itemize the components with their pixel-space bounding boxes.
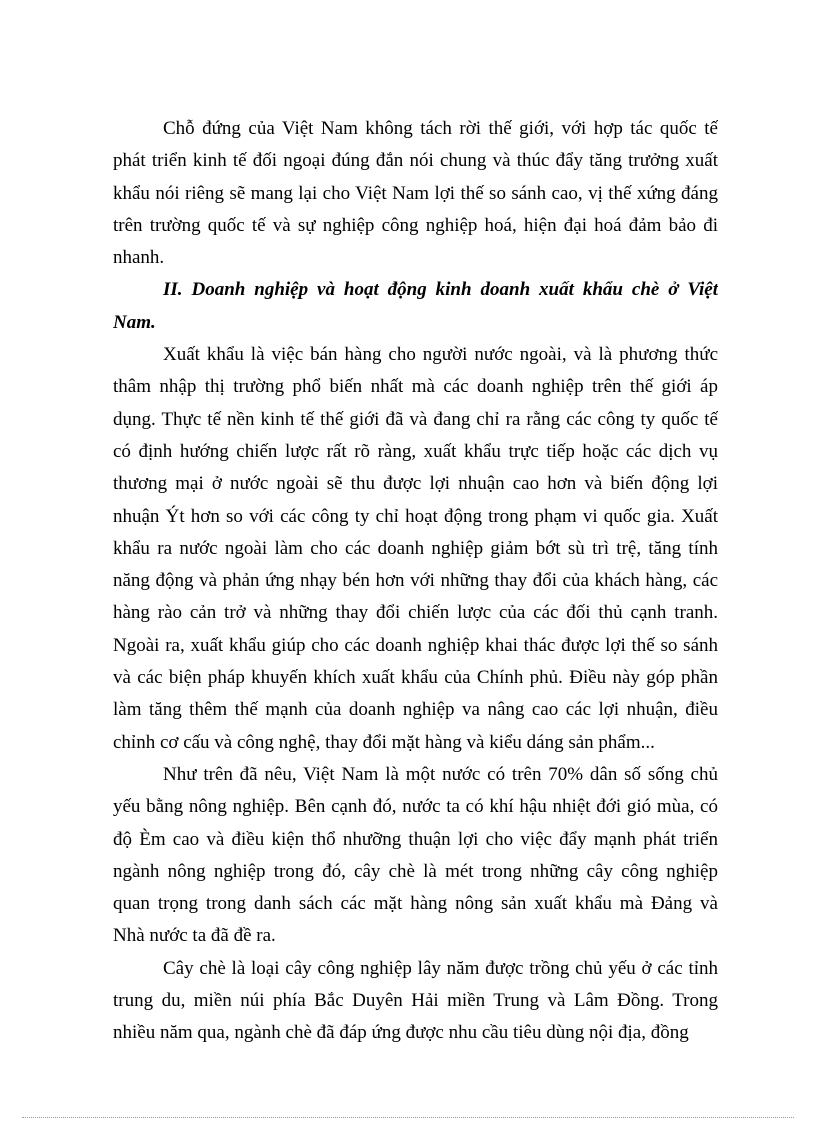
text-line: và các biện pháp khuyến khích xuất khẩu của Chính phủ. Điều này góp phần — [113, 667, 718, 689]
text-line: ngành nông nghiệp trong đó, cây chè là mét trong những cây công nghiệp — [113, 860, 718, 882]
text-line: chỉnh cơ cấu và công nghệ, thay đổi mặt hàng và kiểu dáng sản phẩm... — [113, 731, 655, 753]
text-line: Nam. — [113, 311, 156, 333]
text-line: thâm nhập thị trường phổ biến nhất mà các doanh nghiệp trên thế giới áp — [113, 376, 718, 398]
text-line: nhuận Ýt hơn so với các công ty chỉ hoạt động trong phạm vi quốc gia. Xuất — [113, 505, 718, 527]
text-line: trên trường quốc tế và sự nghiệp công nghiệp hoá, hiện đại hoá đảm bảo đi — [113, 214, 718, 236]
text-line: Xuất khẩu là việc bán hàng cho người nước ngoài, và là phương thức — [163, 344, 718, 366]
text-line: nhanh. — [113, 247, 165, 269]
text-line: năng động và phản ứng nhạy bén hơn với những thay đổi của khách hàng, các — [113, 570, 718, 592]
paragraph — [113, 953, 718, 1050]
text-line: khẩu ra nước ngoài làm cho các doanh nghiệp giảm bớt sù trì trệ, tăng tính — [113, 537, 718, 559]
text-line: Chỗ đứng của Việt Nam không tách rời thế giới, với hợp tác quốc tế — [163, 118, 718, 139]
document-page — [113, 113, 718, 1050]
text-line: làm tăng thêm thế mạnh của doanh nghiệp va nâng cao các lợi nhuận, điều — [113, 699, 718, 721]
text-line: II. Doanh nghiệp và hoạt động kinh doanh xuất khẩu chè ở Việt — [163, 279, 718, 301]
text-line: trung du, miền núi phía Bắc Duyên Hải miền Trung và Lâm Đồng. Trong — [113, 990, 718, 1012]
text-line: Nhà nước ta đã đề ra. — [113, 925, 276, 947]
text-line: có định hướng chiến lược rất rõ ràng, xuất khẩu trực tiếp hoặc các dịch vụ — [113, 440, 718, 462]
text-line: khẩu nói riêng sẽ mang lại cho Việt Nam lợi thế so sánh cao, vị thế xứng đáng — [113, 182, 718, 204]
text-line: Cây chè là loại cây công nghiệp lây năm được trồng chủ yếu ở các tỉnh — [163, 957, 718, 979]
section-heading — [113, 274, 718, 339]
text-line: quan trọng trong danh sách các mặt hàng nông sản xuất khẩu mà Đảng và — [113, 893, 718, 915]
paragraph — [113, 759, 718, 953]
text-line: yếu bằng nông nghiệp. Bên cạnh đó, nước ta có khí hậu nhiệt đới gió mùa, có — [113, 796, 718, 818]
page-bottom-divider — [22, 1117, 794, 1118]
text-line: phát triển kinh tế đối ngoại đúng đắn nói chung và thúc đẩy tăng trưởng xuất — [113, 150, 718, 172]
text-line: Ngoài ra, xuất khẩu giúp cho các doanh nghiệp khai thác được lợi thế so sánh — [113, 634, 718, 656]
text-line: dụng. Thực tế nền kinh tế thế giới đã và đang chỉ ra rằng các công ty quốc tế — [113, 408, 718, 430]
paragraph — [113, 113, 718, 274]
text-line: hàng rào cản trở và những thay đổi chiến lược của các đối thủ cạnh tranh. — [113, 602, 718, 624]
text-line: nhiều năm qua, ngành chè đã đáp ứng được nhu cầu tiêu dùng nội địa, đồng — [113, 1022, 689, 1044]
text-line: độ Èm cao và điều kiện thổ nhưỡng thuận lợi cho việc đẩy mạnh phát triển — [113, 828, 718, 850]
text-line: thương mại ở nước ngoài sẽ thu được lợi nhuận cao hơn và biến động lợi — [113, 473, 718, 495]
paragraph — [113, 339, 718, 759]
text-line: Như trên đã nêu, Việt Nam là một nước có trên 70% dân số sống chủ — [163, 763, 718, 785]
